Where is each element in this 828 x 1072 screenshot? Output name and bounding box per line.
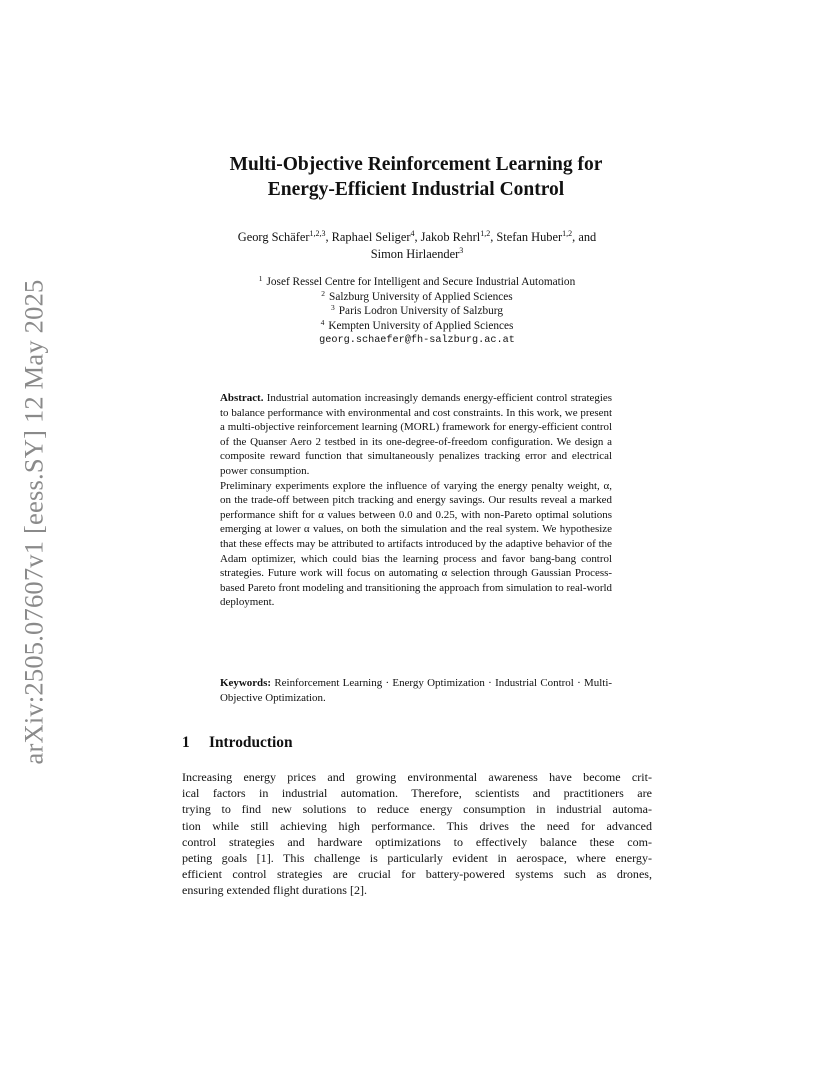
section-number: 1 — [182, 734, 190, 751]
affiliation-item — [180, 304, 654, 319]
body-text-line: Increasing energy prices and growing environmental awareness have become crit- — [182, 770, 652, 784]
author-name: Simon Hirlaender — [370, 246, 460, 261]
body-text-line: trying to find new solutions to reduce energy consumption in industrial automa- — [182, 802, 652, 817]
author-name: , Jakob Rehrl — [414, 230, 481, 244]
author-affiliation-marker: 1,2,3 — [309, 229, 326, 238]
arxiv-identifier-text: arXiv:2505.07607v1 [eess.SY] 12 May 2025 — [18, 279, 49, 765]
affiliation-number: 2 — [321, 288, 326, 298]
abstract-block — [220, 391, 612, 610]
body-text-line: peting goals [1]. This challenge is particularly evident in aerospace, where energy- — [182, 851, 652, 866]
section-heading-introduction — [182, 734, 582, 752]
affiliation-text: Kempten University of Applied Sciences — [328, 319, 514, 332]
section-title: Introduction — [209, 734, 293, 751]
author-affiliation-marker: 1,2 — [562, 229, 573, 238]
keywords-block — [220, 676, 612, 705]
paper-title-line-1: Multi-Objective Reinforcement Learning for — [229, 154, 603, 175]
author-affiliation-marker: 3 — [459, 245, 464, 255]
body-text-line: control strategies and hardware optimizations to effectively balance these com- — [182, 834, 652, 849]
arxiv-identifier-stamp — [8, 268, 60, 776]
author-name: , Stefan Huber — [490, 230, 563, 244]
affiliation-number: 4 — [320, 317, 325, 327]
affiliation-number: 3 — [331, 303, 335, 313]
author-name: , Raphael Seliger — [325, 230, 411, 244]
abstract-text-1: Industrial automation increasingly demands energy-efficient control strategies to balance performance with environmental and cost constraints. In this work, we present a multi-objective reinforcement learning (MORL) framework for energy-efficient control of the Quanser Aero 2 testbed in its one-degree-of-freedom configuration. We design a composite reward function that simultaneously penalizes tracking error and electrical power consumption. — [220, 392, 612, 477]
affiliation-list — [180, 275, 654, 349]
introduction-paragraph — [182, 769, 652, 899]
affiliation-text: Paris Lodron University of Salzburg — [338, 305, 503, 318]
contact-email[interactable]: georg.schaefer@fh-salzburg.ac.at — [319, 335, 515, 347]
author-affiliation-marker: 1,2 — [480, 229, 491, 238]
affiliation-text: Salzburg University of Applied Sciences — [329, 290, 513, 303]
body-text-line: tion while still achieving high performance. This drives the need for advanced — [182, 818, 652, 833]
affiliation-item — [180, 290, 654, 305]
author-list — [180, 229, 654, 262]
author-affiliation-marker: 4 — [410, 229, 415, 238]
abstract-label: Abstract. — [220, 392, 264, 404]
affiliation-item — [180, 319, 654, 334]
body-text-line: ensuring extended flight durations [2]. — [182, 883, 368, 898]
author-name: Georg Schäfer — [237, 230, 310, 244]
affiliation-number: 1 — [258, 274, 263, 283]
paper-title — [160, 152, 672, 202]
paper-title-line-2: Energy-Efficient Industrial Control — [267, 179, 565, 200]
abstract-paragraph-1 — [220, 391, 612, 479]
keywords-text: Reinforcement Learning · Energy Optimization · Industrial Control · Multi-Objective Optimization. — [220, 677, 613, 704]
affiliation-text: Josef Ressel Centre for Intelligent and Secure Industrial Automation — [266, 276, 576, 288]
affiliation-item — [180, 275, 654, 290]
body-text-line: efficient control strategies are crucial for battery-powered systems such as drones, — [182, 867, 652, 882]
keywords-label: Keywords: — [220, 677, 272, 689]
author-separator: , and — [572, 230, 597, 244]
body-text-line: ical factors in industrial automation. Therefore, scientists and practitioners are — [182, 786, 652, 801]
abstract-paragraph-2: Preliminary experiments explore the influence of varying the energy penalty weight, α, on the trade-off between pitch tracking and energy savings. Our results reveal a marked performance shift for α values between 0.0 and 0.25, with non-Pareto optimal solutions emerging at lower α values, on both the simulation and the real system. We hypothesize that these effects may be attributed to artifacts introduced by the adaptive behavior of the Adam optimizer, which could bias the learning process and favor bang-bang control strategies. Future work will focus on automating α selection through Gaussian Process-based Pareto front modeling and transitioning the approach from simulation to real-world deployment. — [220, 479, 612, 609]
